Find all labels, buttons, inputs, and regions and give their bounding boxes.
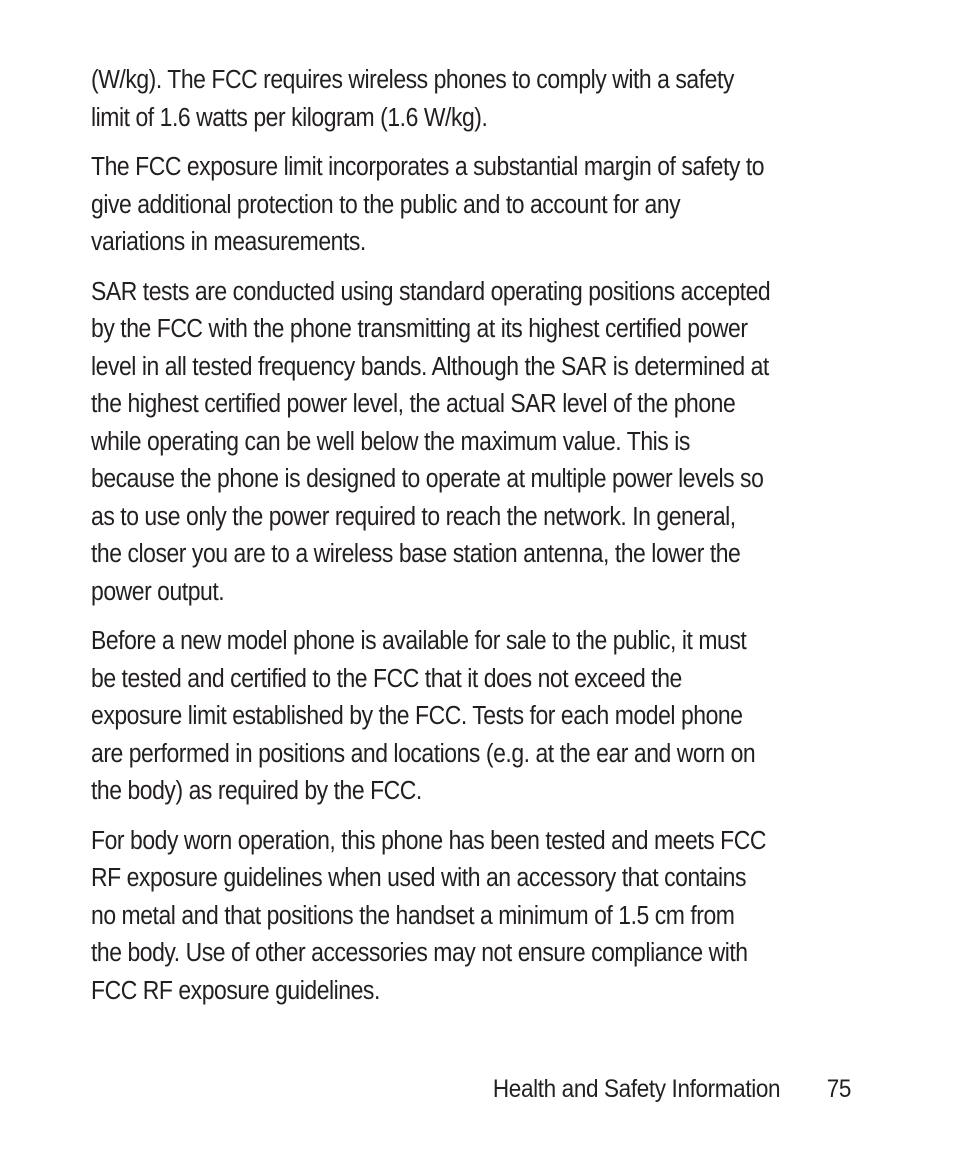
page-body (91, 62, 859, 1022)
footer-page-number: 75 (826, 1075, 851, 1103)
paragraph-body-worn: For body worn operation, this phone has been tested and meets FCC RF exposure guidelines when used with an accessory that contains no metal and that positions the handset a minimum of 1.5 cm from the body. Use of other accessories may not ensure compliance with FCC RF exposure guidelines. (91, 826, 766, 1005)
paragraph-sar-tests: SAR tests are conducted using standard operating positions accepted by the FCC with the phone transmitting at its highest certified power level in all tested frequency bands. Although the SAR is determined at the highest certified power level, the actual SAR level of the phone while operating can be well below the maximum value. This is because the phone is designed to operate at multiple power levels so as to use only the power required to reach the network. In general, the closer you are to a wireless base station antenna, the lower the power output. (91, 277, 771, 606)
paragraph-certification: Before a new model phone is available for sale to the public, it must be tested and certified to the FCC that it does not exceed the exposure limit established by the FCC. Tests for each model phone are performed in positions and locations (e.g. at the ear and worn on the body) as required by the FCC. (91, 627, 756, 805)
paragraph-exposure-margin: The FCC exposure limit incorporates a substantial margin of safety to give additional protection to the public and to account for any variations in measurements. (91, 153, 765, 256)
page-footer (0, 1072, 851, 1106)
paragraph-sar-limit: (W/kg). The FCC requires wireless phones to comply with a safety limit of 1.6 watts per kilogram (1.6 W/kg). (91, 66, 734, 132)
footer-section-title: Health and Safety Information (492, 1075, 780, 1103)
